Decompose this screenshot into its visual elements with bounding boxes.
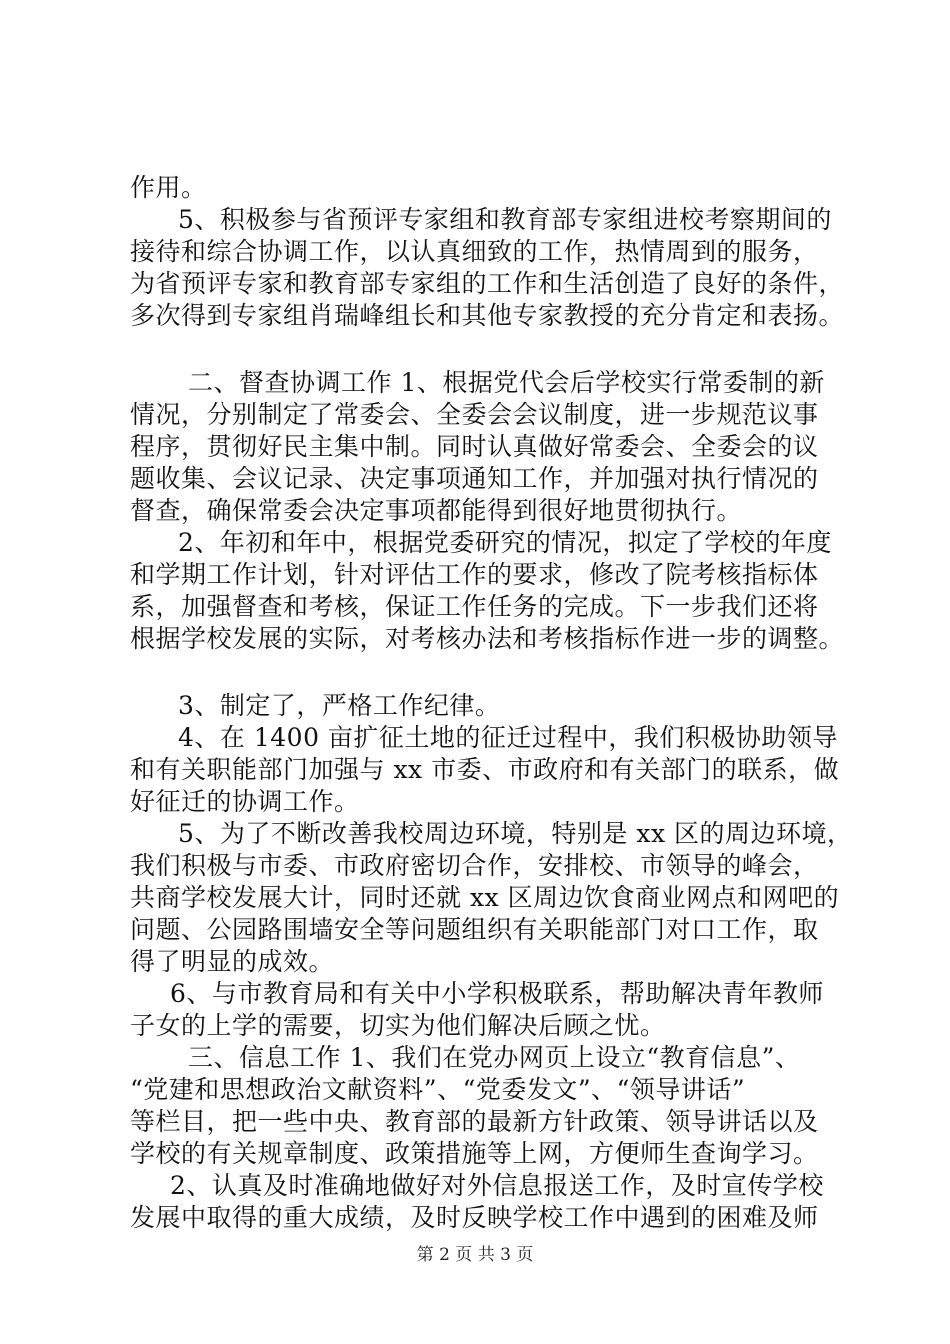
text-line: 学校的有关规章制度、政策措施等上网，方便师生查询学习。	[130, 1139, 819, 1168]
text-line: 和学期工作计划，针对评估工作的要求，修改了院考核指标体	[130, 560, 819, 589]
text-line: 程序，贯彻好民主集中制。同时认真做好常委会、全委会的议	[130, 432, 819, 461]
text-line: 5、为了不断改善我校周边环境，特别是 xx 区的周边环境，	[178, 819, 853, 848]
text-line: 我们积极与市委、市政府密切合作，安排校、市领导的峰会，	[130, 851, 819, 880]
document-body	[130, 172, 853, 1234]
text-line: 根据学校发展的实际，对考核办法和考核指标作进一步的调整。	[130, 624, 845, 653]
paragraph-gap	[130, 332, 850, 367]
text-line: “党建和思想政治文献资料”、“党委发文”、“领导讲话”	[130, 1075, 746, 1104]
text-line: 接待和综合协调工作，以认真细致的工作，热情周到的服务，	[130, 237, 819, 266]
text-line: 督查，确保常委会决定事项都能得到很好地贯彻执行。	[130, 496, 743, 525]
text-line: 等栏目，把一些中央、教育部的最新方针政策、领导讲话以及	[130, 1107, 819, 1136]
text-line: 子女的上学的需要，切实为他们解决后顾之忧。	[130, 1011, 666, 1040]
text-line: 2、年初和年中，根据党委研究的情况，拟定了学校的年度	[178, 528, 832, 557]
paragraph-gap	[130, 655, 850, 690]
text-line: 情况，分别制定了常委会、全委会会议制度，进一步规范议事	[130, 400, 819, 429]
text-line: 6、与市教育局和有关中小学积极联系，帮助解决青年教师	[170, 979, 824, 1008]
text-line: 5、积极参与省预评专家组和教育部专家组进校考察期间的	[178, 205, 832, 234]
text-line: 4、在 1400 亩扩征土地的征迁过程中，我们积极协助领导	[178, 723, 838, 752]
text-line: 得了明显的成效。	[130, 947, 335, 976]
text-line: 3、制定了，严格工作纪律。	[178, 691, 501, 720]
text-line: 题收集、会议记录、决定事项通知工作，并加强对执行情况的	[130, 464, 819, 493]
section-heading-line: 二、督查协调工作 1、根据党代会后学校实行常委制的新	[188, 368, 825, 397]
text-line: 和有关职能部门加强与 xx 市委、市政府和有关部门的联系，做	[130, 755, 840, 784]
page-number-footer: 第 2 页 共 3 页	[416, 1245, 534, 1265]
text-line: 2、认真及时准确地做好对外信息报送工作，及时宣传学校	[170, 1171, 824, 1200]
text-line: 多次得到专家组肖瑞峰组长和其他专家教授的充分肯定和表扬。	[130, 301, 845, 330]
text-line: 问题、公园路围墙安全等问题组织有关职能部门对口工作，取	[130, 915, 819, 944]
section-heading-line: 三、信息工作 1、我们在党办网页上设立“教育信息”、	[188, 1043, 801, 1072]
text-line: 共商学校发展大计，同时还就 xx 区周边饮食商业网点和网吧的	[130, 883, 840, 912]
text-line: 系，加强督查和考核，保证工作任务的完成。下一步我们还将	[130, 592, 819, 621]
text-line: 作用。	[130, 173, 207, 202]
text-line: 好征迁的协调工作。	[130, 787, 360, 816]
text-line: 发展中取得的重大成绩，及时反映学校工作中遇到的困难及师	[130, 1203, 819, 1232]
text-line: 为省预评专家和教育部专家组的工作和生活创造了良好的条件，	[130, 269, 845, 298]
